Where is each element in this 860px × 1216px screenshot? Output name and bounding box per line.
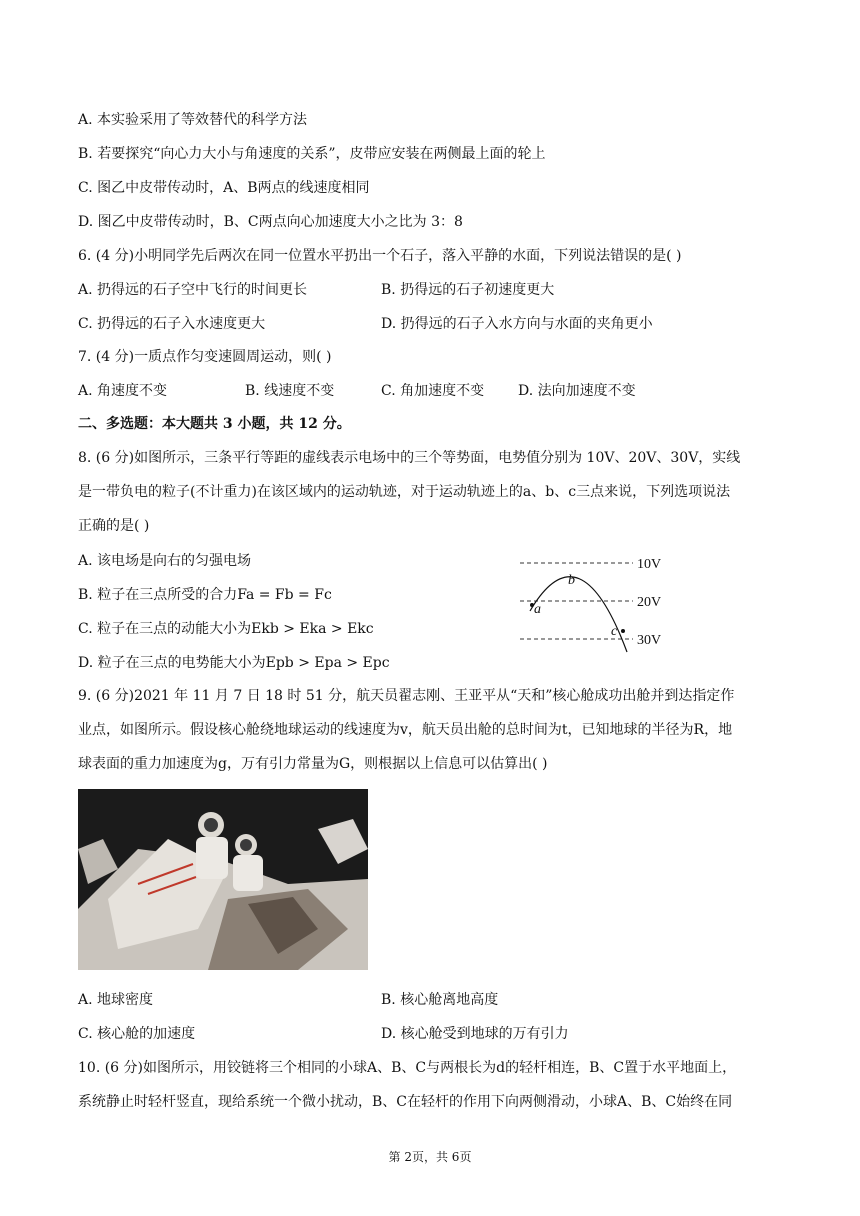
q7-option-b: B. 线速度不变 [245, 383, 335, 399]
q9-stem-line3: 球表面的重力加速度为g，万有引力常量为G，则根据以上信息可以估算出( ) [78, 756, 548, 772]
label-30v: 30V [637, 633, 662, 648]
q8-option-c: C. 粒子在三点的动能大小为Ekb > Eka > Ekc [78, 621, 374, 637]
q6-option-a: A. 扔得远的石子空中飞行的时间更长 [78, 282, 308, 298]
label-20v: 20V [637, 595, 662, 610]
label-10v: 10V [637, 557, 662, 572]
q9-option-a: A. 地球密度 [78, 992, 154, 1008]
astronaut-photo [78, 789, 368, 970]
q5-option-d: D. 图乙中皮带传动时，B、C两点向心加速度大小之比为 3：8 [78, 214, 463, 230]
q9-stem-line2: 业点，如图所示。假设核心舱绕地球运动的线速度为v，航天员出舱的总时间为t，已知地球的半径为R，地 [78, 722, 733, 738]
q7-option-a: A. 角速度不变 [78, 383, 168, 399]
q8-option-d: D. 粒子在三点的电势能大小为Epb > Epa > Epc [78, 655, 390, 671]
page-footer: 第 2页，共 6页 [388, 1150, 472, 1164]
q6-option-c: C. 扔得远的石子入水速度更大 [78, 316, 266, 332]
point-b-label: b [568, 573, 575, 588]
q8-stem-line2: 是一带负电的粒子(不计重力)在该区域内的运动轨迹，对于运动轨迹上的a、b、c三点来说，下列选项说法 [78, 484, 731, 500]
q9-option-b: B. 核心舱离地高度 [381, 992, 499, 1008]
q7-option-c: C. 角加速度不变 [381, 383, 485, 399]
q10-stem-line1: 10. (6 分)如图所示，用铰链将三个相同的小球A、B、C与两根长为d的轻杆相连，B、C置于水平地面上， [78, 1060, 737, 1076]
q8-stem-line3: 正确的是( ) [78, 518, 150, 534]
q8-option-b: B. 粒子在三点所受的合力Fa = Fb = Fc [78, 587, 332, 603]
trajectory-curve [530, 577, 627, 652]
q9-stem-line1: 9. (6 分)2021 年 11 月 7 日 18 时 51 分，航天员翟志刚、王亚平从“天和”核心舱成功出舱并到达指定作 [78, 688, 735, 704]
q9-option-d: D. 核心舱受到地球的万有引力 [381, 1026, 569, 1042]
q6-option-b: B. 扔得远的石子初速度更大 [381, 282, 555, 298]
astronaut-photo-illustration [78, 789, 368, 970]
q5-option-b: B. 若要探究“向心力大小与角速度的关系”，皮带应安装在两侧最上面的轮上 [78, 146, 546, 162]
section-header: 二、多选题：本大题共 3 小题，共 12 分。 [78, 416, 351, 432]
q6-stem: 6. (4 分)小明同学先后两次在同一位置水平扔出一个石子，落入平静的水面，下列说法错误的是( ) [78, 248, 682, 264]
point-a-label: a [534, 602, 541, 617]
q5-option-a: A. 本实验采用了等效替代的科学方法 [78, 112, 308, 128]
q9-option-c: C. 核心舱的加速度 [78, 1026, 196, 1042]
q7-stem: 7. (4 分)一质点作匀变速圆周运动，则( ) [78, 349, 332, 365]
point-c-dot [621, 629, 625, 633]
q6-option-d: D. 扔得远的石子入水方向与水面的夹角更小 [381, 316, 653, 332]
q8-stem-line1: 8. (6 分)如图所示，三条平行等距的虚线表示电场中的三个等势面，电势值分别为 10V、20V、30V，实线 [78, 450, 741, 466]
q10-stem-line2: 系统静止时轻杆竖直，现给系统一个微小扰动，B、C在轻杆的作用下向两侧滑动，小球A、B、C始终在同 [78, 1094, 733, 1110]
point-c-label: c [611, 624, 618, 639]
q8-option-a: A. 该电场是向右的匀强电场 [78, 553, 252, 569]
q5-option-c: C. 图乙中皮带传动时，A、B两点的线速度相同 [78, 180, 370, 196]
equipotential-figure [515, 548, 675, 654]
q7-option-d: D. 法向加速度不变 [518, 383, 636, 399]
